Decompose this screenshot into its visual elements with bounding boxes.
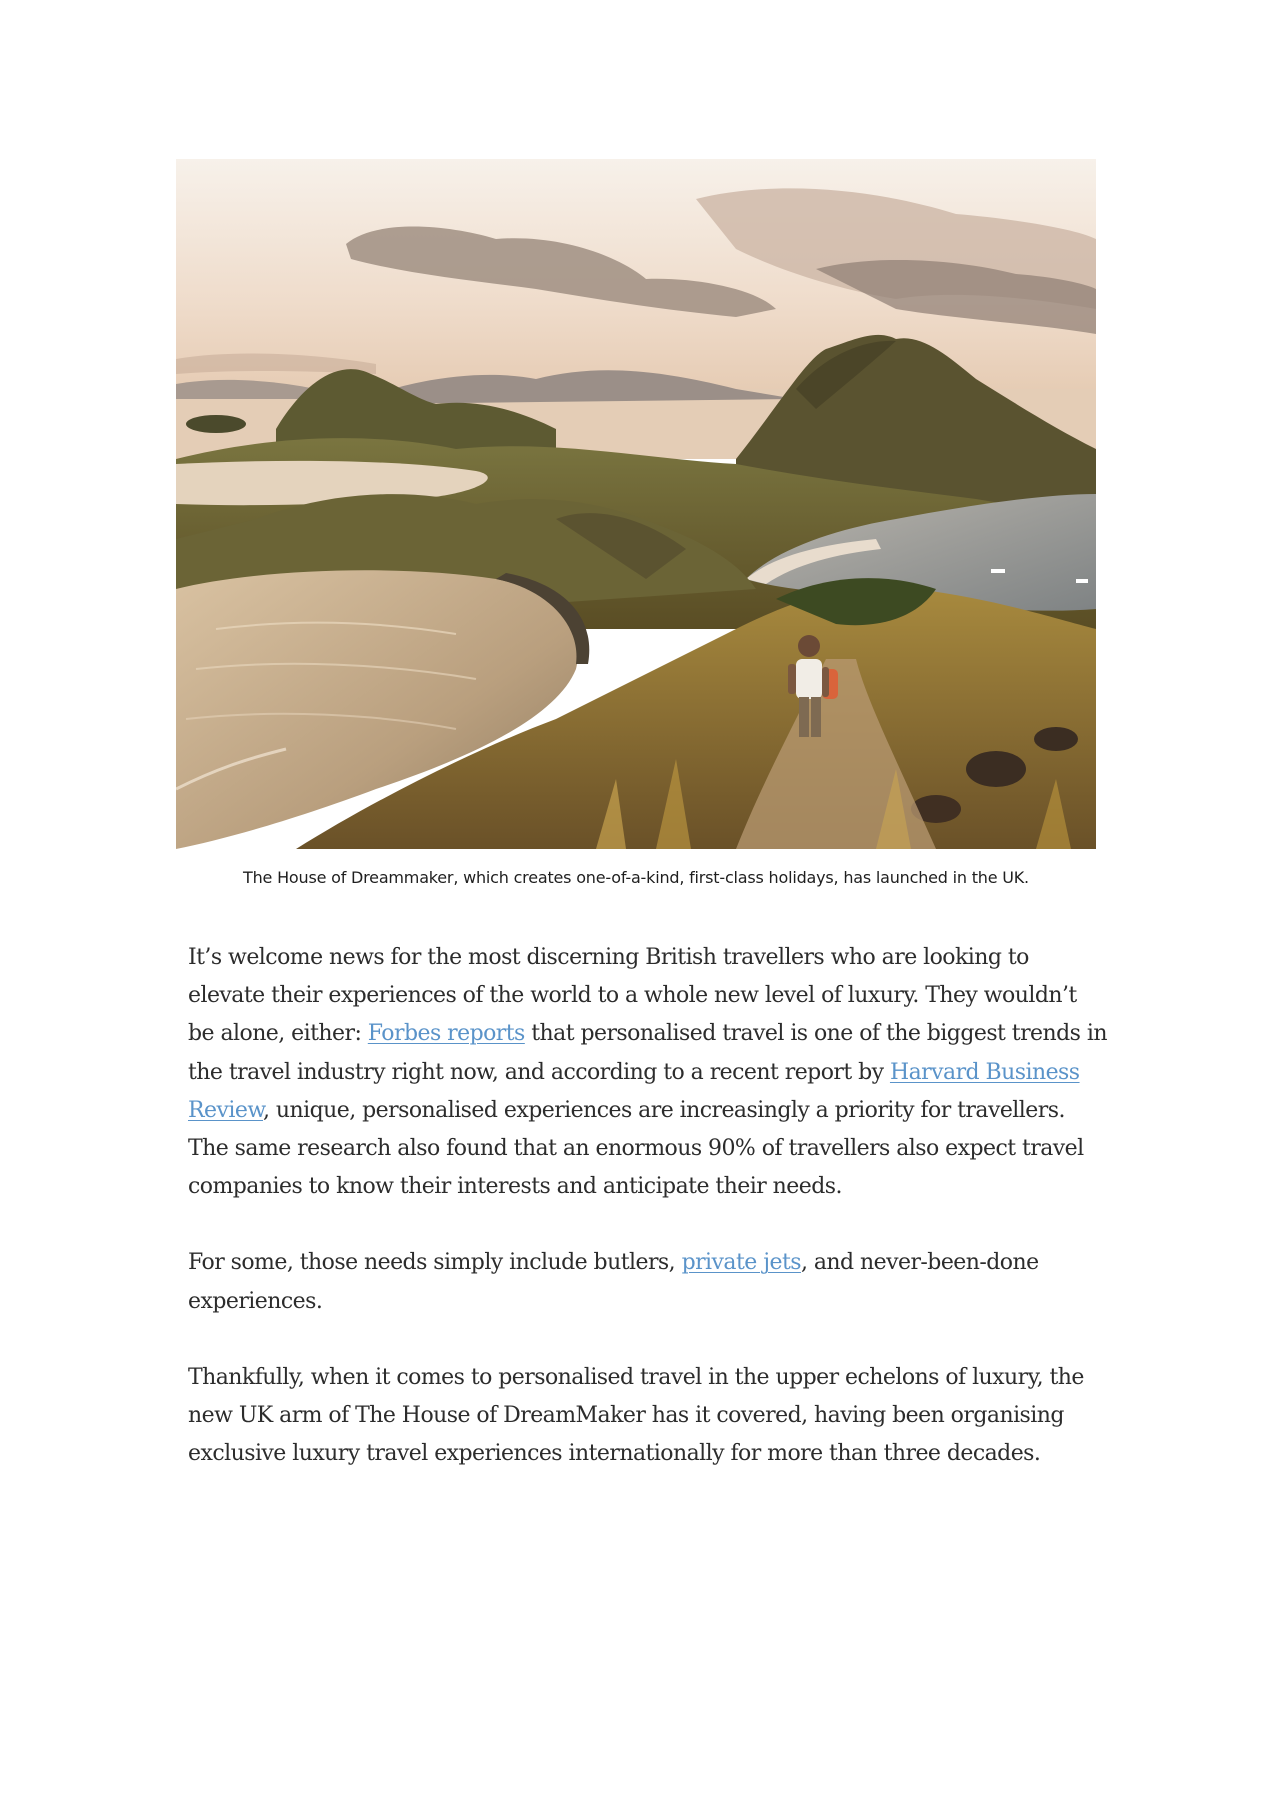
paragraph-text: Thankfully, when it comes to personalised travel in the upper echelons of luxury, the new UK arm of The House of DreamMaker has it covered, having been organising exclusive luxury travel experiences internationally for more than three decades. [188, 1364, 1084, 1467]
harvard-business-review-link[interactable]: Harvard Business Review [188, 1059, 1080, 1123]
paragraph-3 [188, 1359, 1108, 1474]
paragraph-text: that personalised travel is one of the biggest trends in the travel industry right now, and according to a recent report by [188, 1021, 1107, 1085]
photo-landscape-hiker-icon [176, 159, 1096, 849]
paragraph-text: , and never-been-done experiences. [188, 1250, 1039, 1314]
paragraph-text: , unique, personalised experiences are increasingly a priority for travellers. The same research also found that an enormous 90% of travellers also expect travel companies to know their interests and anticipate their needs. [188, 1097, 1084, 1200]
hero-image [176, 159, 1096, 849]
private-jets-link[interactable]: private jets [681, 1250, 801, 1276]
paragraph-text: For some, those needs simply include butlers, [188, 1250, 682, 1276]
paragraph-text: It’s welcome news for the most discerning British travellers who are looking to elevate their experiences of the world to a whole new level of luxury. They wouldn’t be alone, either: [188, 945, 1077, 1047]
paragraph-1 [188, 939, 1108, 1206]
article-body [188, 939, 1108, 1511]
paragraph-2 [188, 1244, 1108, 1320]
image-caption: The House of Dreammaker, which creates one-of-a-kind, first-class holidays, has launched in the UK. [243, 868, 1029, 887]
forbes-reports-link[interactable]: Forbes reports [367, 1021, 525, 1047]
